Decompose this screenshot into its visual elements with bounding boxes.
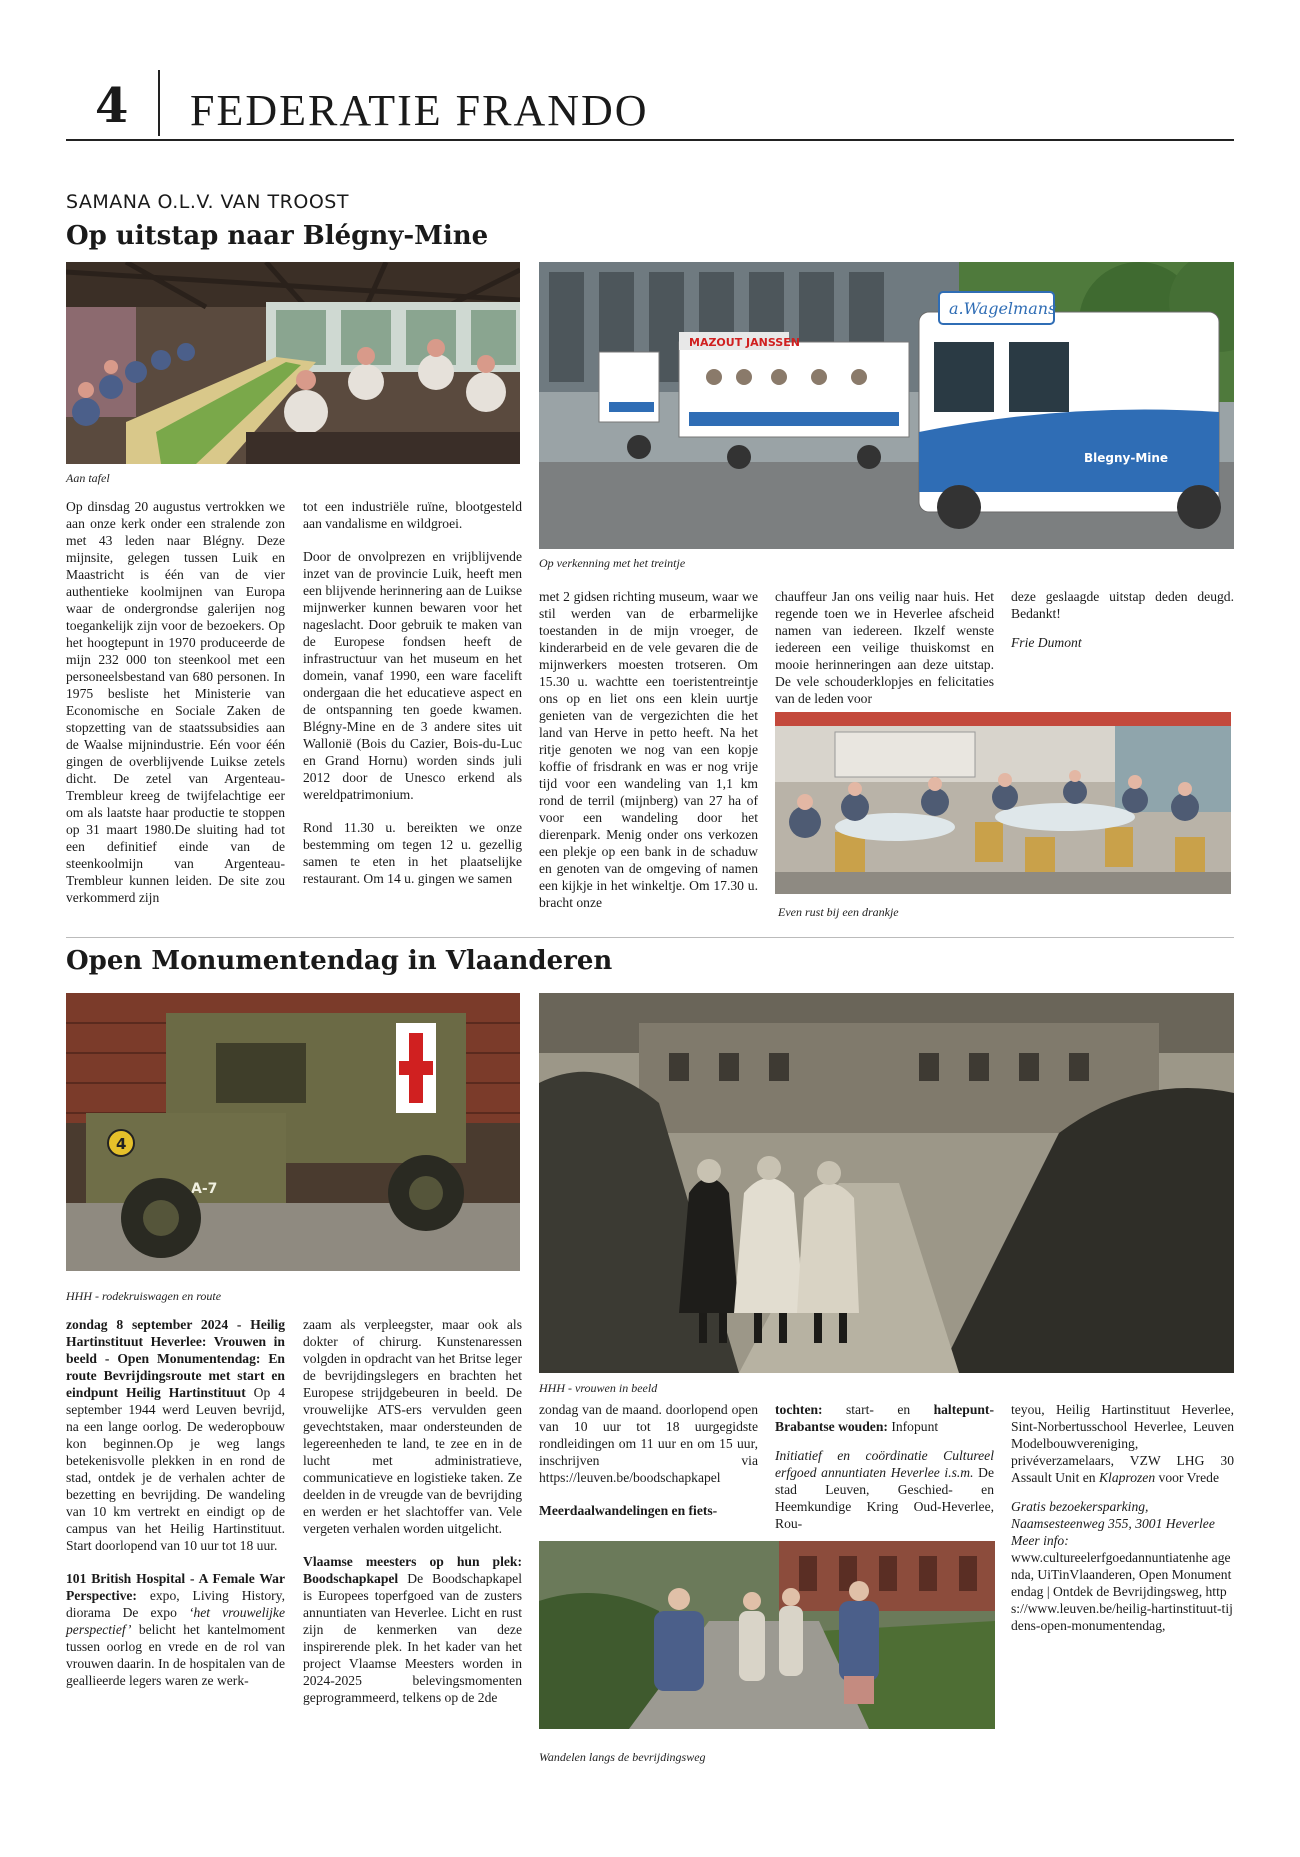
- article2-col1-event-date: zondag 8 september 2024 - Heilig Hartinstituut Heverlee: Vrouwen in beeld - Open Monumentendag:: [66, 1317, 285, 1366]
- train-sign-wagelmans: a.Wagelmans: [949, 299, 1057, 318]
- article2-col2-kapel-text: De Boodschapkapel is Europees toperfgoed van de zusters annuntiaten van Heverlee. Licht en rust zijn de kenmerken van deze inspirerende plek. In het kader van het project Vlaamse Meesters worden in 2024-2025 belevingsmomenten geprogrammeerd, telkens op de 2de: [303, 1571, 522, 1705]
- photo-cafe-rest: [775, 712, 1231, 894]
- article2-col1-hospital-title: 101 British Hospital - A Female War Perspective:: [66, 1571, 285, 1603]
- article2-column-5: [1011, 1401, 1234, 1634]
- caption-cafe: Even rust bij een drankje: [778, 905, 899, 919]
- article1-column-5: [1011, 588, 1234, 667]
- article2-column-4: [775, 1401, 994, 1548]
- article1-col5-text: deze geslaagde uitstap deden deugd. Bedankt!: [1011, 589, 1234, 621]
- article1-headline: Op uitstap naar Blégny-Mine: [66, 221, 489, 251]
- masthead-title: FEDERATIE FRANDO: [190, 86, 649, 135]
- header-rule: [66, 139, 1234, 141]
- article2-col5-parking: Gratis bezoekersparking, Naamsesteenweg 355, 3001 Heverlee: [1011, 1499, 1215, 1531]
- article2-col2-text: zaam als verpleegster, maar ook als dokter of chirurg. Kunstenaressen volgden in opdracht van het Britse leger de bevrijdingslegers en brachten het Europese strijdgebeuren in beeld. De vrouwelijke ATS-ers vervulden geen gevechtstaken, maar ondersteunden de legereenheden te land, te zee en in de lucht met administratieve, communicatieve en logistieke taken. Ze deelden in de vreugde van de bevrijding en werden er het slachtoffer van. Vele vergeten verhalen worden uitgelicht.: [303, 1317, 522, 1536]
- article2-col4-initiative: Initiatief en coördinatie Cultureel erfgoed annuntiaten Heverlee i.s.m.: [775, 1448, 994, 1480]
- article2-col2-kapel-title: Vlaamse meesters op hun plek: Boodschapkapel: [303, 1554, 522, 1586]
- article1-kicker: SAMANA O.L.V. VAN TROOST: [66, 191, 349, 213]
- truck-plate: A-7: [191, 1181, 218, 1197]
- article1-col4-text: chauffeur Jan ons veilig naar huis. Het regende toen we in Heverlee afscheid namen van iedereen. Ikzelf wenste iedereen een veilige thuiskomst en mooie herinneringen aan deze uitstap. De vele schouderklopjes en felicitaties van de leden voor: [775, 589, 994, 706]
- page-number: 4: [95, 78, 129, 134]
- article2-col5-klaprozen: Klaprozen: [1098, 1470, 1156, 1485]
- photo-walking-route: [539, 1541, 995, 1729]
- photo-red-cross-truck: [66, 993, 520, 1271]
- article2-col5-partners: teyou, Heilig Hartinstituut Heverlee, Sint-Norbertusschool Heverlee, Leuven Modelbouwvereniging, privéverzamelaars, VZW LHG 30 Assault Unit en: [1011, 1402, 1234, 1485]
- header-divider: [158, 70, 160, 136]
- article2-column-2: [303, 1316, 522, 1722]
- train-sign-blegny: Blegny-Mine: [1084, 451, 1169, 465]
- photo-dining-hall: [66, 262, 520, 464]
- photo-tourist-train: [539, 262, 1234, 549]
- article2-col4-start: start- en: [845, 1402, 911, 1417]
- article2-column-1: [66, 1316, 285, 1705]
- article2-col4-stop: haltepunt- Brabantse wouden:: [775, 1402, 994, 1434]
- caption-dining: Aan tafel: [66, 471, 110, 485]
- article1-column-4: [775, 588, 994, 723]
- caption-walking: Wandelen langs de bevrijdingsweg: [539, 1750, 706, 1764]
- caption-women: HHH - vrouwen in beeld: [539, 1381, 658, 1395]
- article2-col4-infopunt: Infopunt: [891, 1419, 939, 1434]
- article1-col1-text: Op dinsdag 20 augustus vertrokken we aan onze kerk onder een stralende zon met 43 leden naar Blégny. Deze mijnsite, gelegen tussen Luik en Maastricht is één van de vier authentieke koolmijnen van Europa waar de ondergrondse galerijen nog toegankelijk zijn voor de bezoekers. Op het hoogtepunt in 1970 produceerde de mijn 232 000 ton steenkool met een personeelsbestand van 680 personen. In 1975 besliste het Ministerie van Economische en Sociale Zaken de stopzetting van de staatssubsidies aan de Waalse mijnindustrie. Eén voor één gingen de overblijvende Luikse zetels dicht. De zetel van Argenteau-Trembleur kreeg de twijfelachtige eer om als laatste haar productie te stoppen op 31 maart 1980.De sluiting had tot een definitief einde van de steenkoolmijn van Argenteau-Trembleur kunnen leiden. De site zou verkommerd zijn: [66, 499, 285, 905]
- article1-col2-p2: Door de onvolprezen en vrijblijvende inzet van de provincie Luik, heeft men een blijvende herinnering aan de Luikse mijnwerker kunnen bewaren voor het nageslacht. Door gebruik te maken van de Europese fondsen heeft de infrastructuur van het museum en het domein, vanaf 1990, een ware facelift ondergaan die het educatieve aspect en de ontspanning ten goede kwamen. Blégny-Mine en de 3 andere sites uit Wallonië (Bois du Cazier, Bois-du-Luc en Grand Hornu) worden sinds juli 2012 door de Unesco erkend als wereldpatrimonium.: [303, 549, 522, 802]
- article2-col1-expo-text: belicht het kantelmoment tussen oorlog en vrede en de rol van vrouwen daarin. In de hospitalen van de geallieerde legers waren ze werk-: [66, 1622, 285, 1688]
- article2-col1-route-title: En route Bevrijdingsroute met start en eindpunt Heilig Hartinstituut: [66, 1351, 285, 1400]
- article2-col1-hospital-type: expo, Living History, diorama: [66, 1588, 285, 1620]
- article1-author: Frie Dumont: [1011, 635, 1082, 650]
- article2-col1-expo-quote: ‘het vrouwelijke perspectief’: [66, 1605, 285, 1637]
- caption-train: Op verkenning met het treintje: [539, 556, 686, 570]
- truck-number-badge: 4: [116, 1135, 127, 1153]
- article1-column-2: [303, 498, 522, 903]
- article2-col4-partners: De stad Leuven, Geschied- en Heemkundige Kring Oud-Heverlee, Rou-: [775, 1465, 994, 1531]
- article2-col5-links: www.cultureelerfgoedannuntiatenhe agenda, UiTinVlaanderen, Open Monumentendag | Ontdek de Bevrijdingsweg, https://www.leuven.be/heilig-hartinstituut-tijdens-open-monumentendag,: [1011, 1550, 1233, 1633]
- article2-col3-text: zondag van de maand. doorlopend open van 10 uur tot 18 uurgegidste rondleidingen om 11 uur en om 15 uur, inschrijven via https://leuven.be/boodschapkapel: [539, 1402, 758, 1485]
- photo-women-historic: [539, 993, 1234, 1373]
- article2-col1-route-text: Op 4 september 1944 werd Leuven bevrijd, na een lange oorlog. De wederopbouw kon beginnen.Op je weg langs betekenisvolle plekken in en rond de stad, ontdek je de verhalen achter de bezetting en bevrijding. De wandeling van 10 km vertrekt en eindigt op de campus van het Heilig Hartinstituut. Start doorlopend van 10 uur tot 18 uur.: [66, 1385, 285, 1553]
- train-sign-janssen: MAZOUT JANSSEN: [689, 336, 800, 349]
- article1-col2-p3: Rond 11.30 u. bereikten we onze bestemming om tegen 12 u. gezellig samen te eten in het plaatselijke restaurant. Om 14 u. gingen we samen: [303, 820, 522, 886]
- article1-col3-text: met 2 gidsen richting museum, waar we stil werden van de erbarmelijke toestanden in de mijn vroeger, de kinderarbeid en de vele gevaren die de mijnwerkers moesten trotseren. Om 15.30 u. wachtte een toeristentreintje ons op en liet ons een klein uurtje genieten van de vergezichten die het land van Herve in petto heeft. Na het ritje genoten we nog van een kopje koffie of frisdrank en was er nog vrije tijd voor een wandeling van 1,1 km rond de terril (mijnberg) van 27 ha of voor een wandeling door het dierenpark. Menig onder ons verkozen een plekje op een bank in de schaduw en genoten van de omgeving of namen een kijkje in het winkeltje. Om 17.30 u. bracht onze: [539, 589, 758, 910]
- article1-col2-p1: tot een industriële ruïne, blootgesteld aan vandalisme en wildgroei.: [303, 499, 522, 531]
- article1-column-3: [539, 588, 758, 927]
- article2-col4-tours: tochten:: [775, 1402, 823, 1417]
- article2-col5-more-info-label: Meer info:: [1011, 1533, 1069, 1548]
- article2-column-3: [539, 1401, 758, 1535]
- article2-headline: Open Monumentendag in Vlaanderen: [66, 946, 613, 976]
- article2-col5-vrede: voor Vrede: [1158, 1470, 1219, 1485]
- caption-truck: HHH - rodekruiswagen en route: [66, 1289, 222, 1303]
- article1-column-1: [66, 498, 285, 922]
- article2-col1-expo-lead: De expo: [122, 1605, 177, 1620]
- section-separator: [66, 937, 1234, 938]
- article2-col3-walks-title: Meerdaalwandelingen en fiets-: [539, 1503, 718, 1518]
